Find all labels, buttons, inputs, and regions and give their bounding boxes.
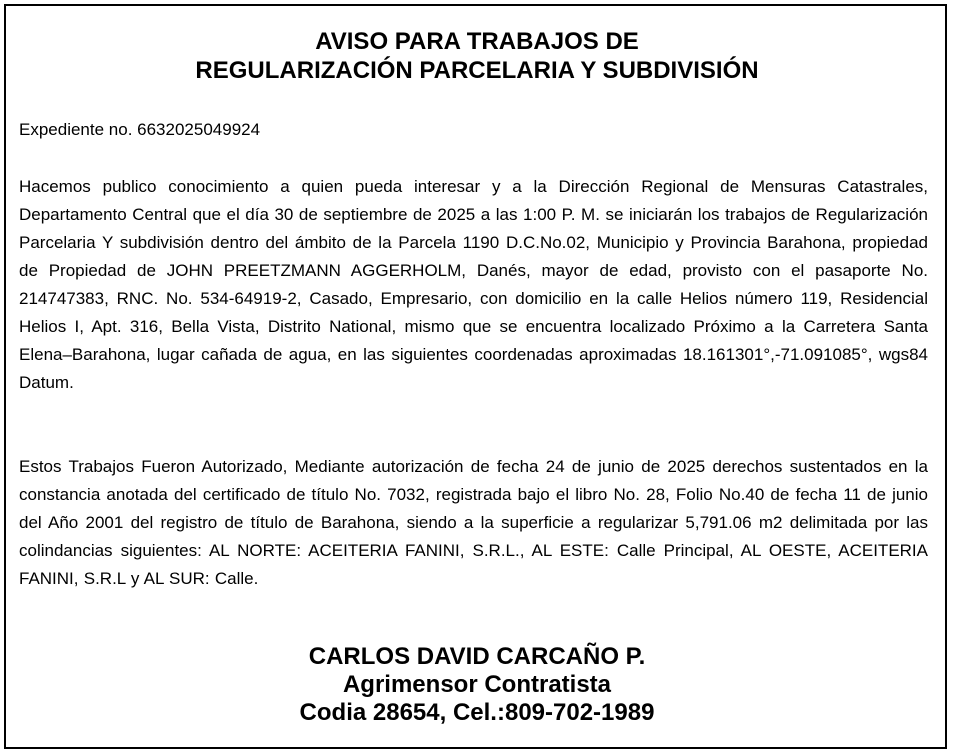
title-line-1: AVISO PARA TRABAJOS DE — [315, 28, 639, 55]
notice-paragraph-2: Estos Trabajos Fueron Autorizado, Mediante autorización de fecha 24 de junio de 2025 derechos sustentados en la constancia anotada del certificado de título No. 7032, registrada bajo el libro No. 28, Folio No.40 de fecha 11 de junio del Año 2001 del registro de título de Barahona, siendo a la superficie a regularizar 5,791.06 m2 delimitada por las colindancias siguientes: AL NORTE: ACEITERIA FANINI, S.R.L., AL ESTE: Calle Principal, AL OESTE, ACEITERIA FANINI, S.R.L y AL SUR: Calle. — [19, 457, 928, 588]
notice-paragraph-1: Hacemos publico conocimiento a quien pueda interesar y a la Dirección Regional de Mensuras Catastrales, Departamento Central que el día 30 de septiembre de 2025 a las 1:00 P. M. se iniciarán los trabajos de Regularización Parcelaria Y subdivisión dentro del ámbito de la Parcela 1190 D.C.No.02, Municipio y Provincia Barahona, propiedad de Propiedad de JOHN PREETZMANN AGGERHOLM, Danés, mayor de edad, provisto con el pasaporte No. 214747383, RNC. No. 534-64919-2, Casado, Empresario, con domicilio en la calle Helios número 119, Residencial Helios I, Apt. 316, Bella Vista, Distrito National, mismo que se encuentra localizado Próximo a la Carretera Santa Elena–Barahona, lugar cañada de agua, en las siguientes coordenadas aproximadas 18.161301°,-71.091085°, wgs84 Datum. — [19, 177, 928, 392]
signature-block — [0, 643, 954, 727]
expediente-number: Expediente no. 6632025049924 — [19, 120, 261, 139]
notice-title — [0, 27, 954, 85]
title-line-2: REGULARIZACIÓN PARCELARIA Y SUBDIVISIÓN — [195, 57, 759, 84]
signer-name: CARLOS DAVID CARCAÑO P. — [308, 643, 646, 670]
signer-role: Agrimensor Contratista — [342, 671, 612, 698]
signer-contact: Codia 28654, Cel.:809-702-1989 — [299, 699, 655, 726]
